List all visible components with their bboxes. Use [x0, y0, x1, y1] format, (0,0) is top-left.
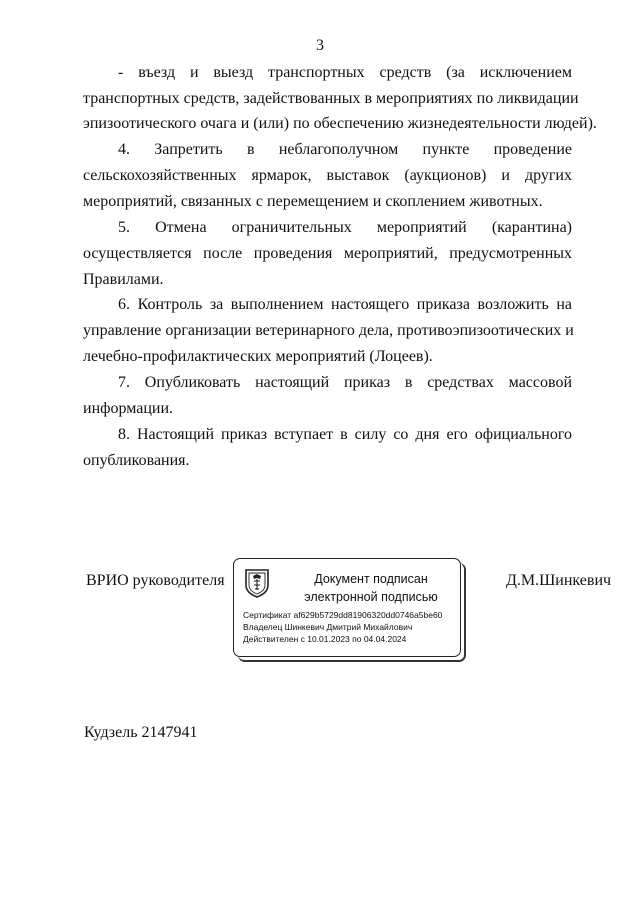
- body-line: - въезд и выезд транспортных средств (за исключением: [118, 64, 572, 81]
- body-line: управление организации ветеринарного дела, противоэпизоотических и: [83, 322, 574, 339]
- stamp-title-line: Документ подписан: [314, 572, 428, 586]
- stamp-owner: Владелец Шинкевич Дмитрий Михайлович: [243, 622, 413, 632]
- stamp-title: [296, 570, 446, 606]
- signatory-name: Д.М.Шинкевич: [506, 572, 612, 589]
- stamp-title-line: электронной подписью: [304, 590, 438, 604]
- signatory-title: ВРИО руководителя: [86, 572, 225, 589]
- executor-info: Кудзель 2147941: [84, 724, 198, 741]
- body-line: Правилами.: [83, 271, 164, 288]
- body-line: информации.: [83, 400, 174, 417]
- electronic-signature-stamp: [233, 558, 461, 657]
- body-line: мероприятий, связанных с перемещением и скоплением животных.: [83, 193, 543, 210]
- body-line: 7. Опубликовать настоящий приказ в средствах массовой: [118, 374, 572, 391]
- page-number: 3: [316, 37, 324, 54]
- body-line: опубликования.: [83, 452, 190, 469]
- stamp-certificate: Сертификат af629b5729dd81906320dd0746a5be60: [243, 610, 443, 620]
- body-line: сельскохозяйственных ярмарок, выставок (аукционов) и других: [83, 167, 572, 184]
- coat-of-arms-emblem-icon: [244, 568, 270, 598]
- body-line: 8. Настоящий приказ вступает в силу со дня его официального: [118, 426, 572, 443]
- body-line: осуществляется после проведения мероприятий, предусмотренных: [83, 245, 572, 262]
- body-line: эпизоотического очага и (или) по обеспечению жизнедеятельности людей).: [83, 115, 597, 132]
- body-line: 4. Запретить в неблагополучном пункте проведение: [118, 141, 572, 158]
- body-line: 6. Контроль за выполнением настоящего приказа возложить на: [118, 296, 572, 313]
- body-line: 5. Отмена ограничительных мероприятий (карантина): [118, 219, 572, 236]
- body-line: лечебно-профилактических мероприятий (Лоцеев).: [83, 348, 433, 365]
- body-line: транспортных средств, задействованных в мероприятиях по ликвидации: [83, 90, 579, 107]
- stamp-validity: Действителен с 10.01.2023 по 04.04.2024: [243, 634, 407, 644]
